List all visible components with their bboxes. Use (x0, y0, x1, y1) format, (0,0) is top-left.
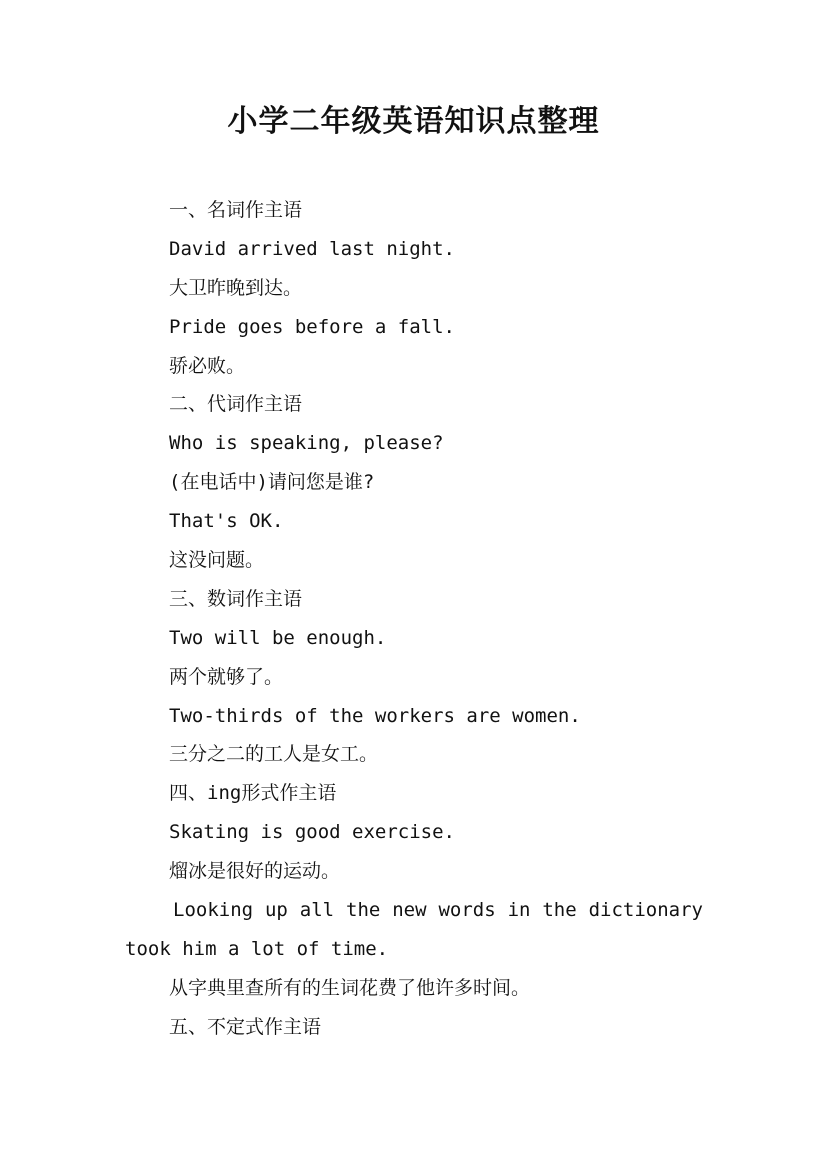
example-sentence-english: Two-thirds of the workers are women. (169, 704, 581, 727)
example-sentence-english: Pride goes before a fall. (169, 315, 455, 338)
section-heading: 五、不定式作主语 (169, 1015, 322, 1038)
example-sentence-chinese: (在电话中)请问您是谁? (169, 471, 375, 494)
example-sentence-chinese: 从字典里查所有的生词花费了他许多时间。 (169, 976, 531, 999)
page-title: 小学二年级英语知识点整理 (227, 104, 600, 139)
document-body (125, 191, 705, 1047)
example-sentence-chinese: 两个就够了。 (169, 665, 284, 688)
example-sentence-chinese: 熘冰是很好的运动。 (169, 860, 341, 883)
section-heading: 三、数词作主语 (169, 587, 303, 610)
section-heading: 二、代词作主语 (169, 393, 303, 416)
example-sentence-english: That's OK. (169, 510, 284, 533)
example-paragraph-english: Looking up all the new words in the dictionary took him a lot of time. (125, 899, 703, 960)
example-sentence-english: Who is speaking, please? (169, 432, 444, 455)
example-sentence-english: Two will be enough. (169, 626, 387, 649)
example-sentence-chinese: 这没问题。 (169, 549, 265, 572)
section-heading: 一、名词作主语 (169, 199, 303, 221)
example-sentence-chinese: 骄必败。 (169, 354, 246, 377)
example-sentence-chinese: 三分之二的工人是女工。 (169, 743, 379, 766)
section-heading: 四、ing形式作主语 (169, 782, 337, 805)
example-sentence-english: Skating is good exercise. (169, 821, 455, 844)
example-sentence-chinese: 大卫昨晚到达。 (169, 276, 303, 299)
example-sentence-english: David arrived last night. (169, 237, 455, 260)
